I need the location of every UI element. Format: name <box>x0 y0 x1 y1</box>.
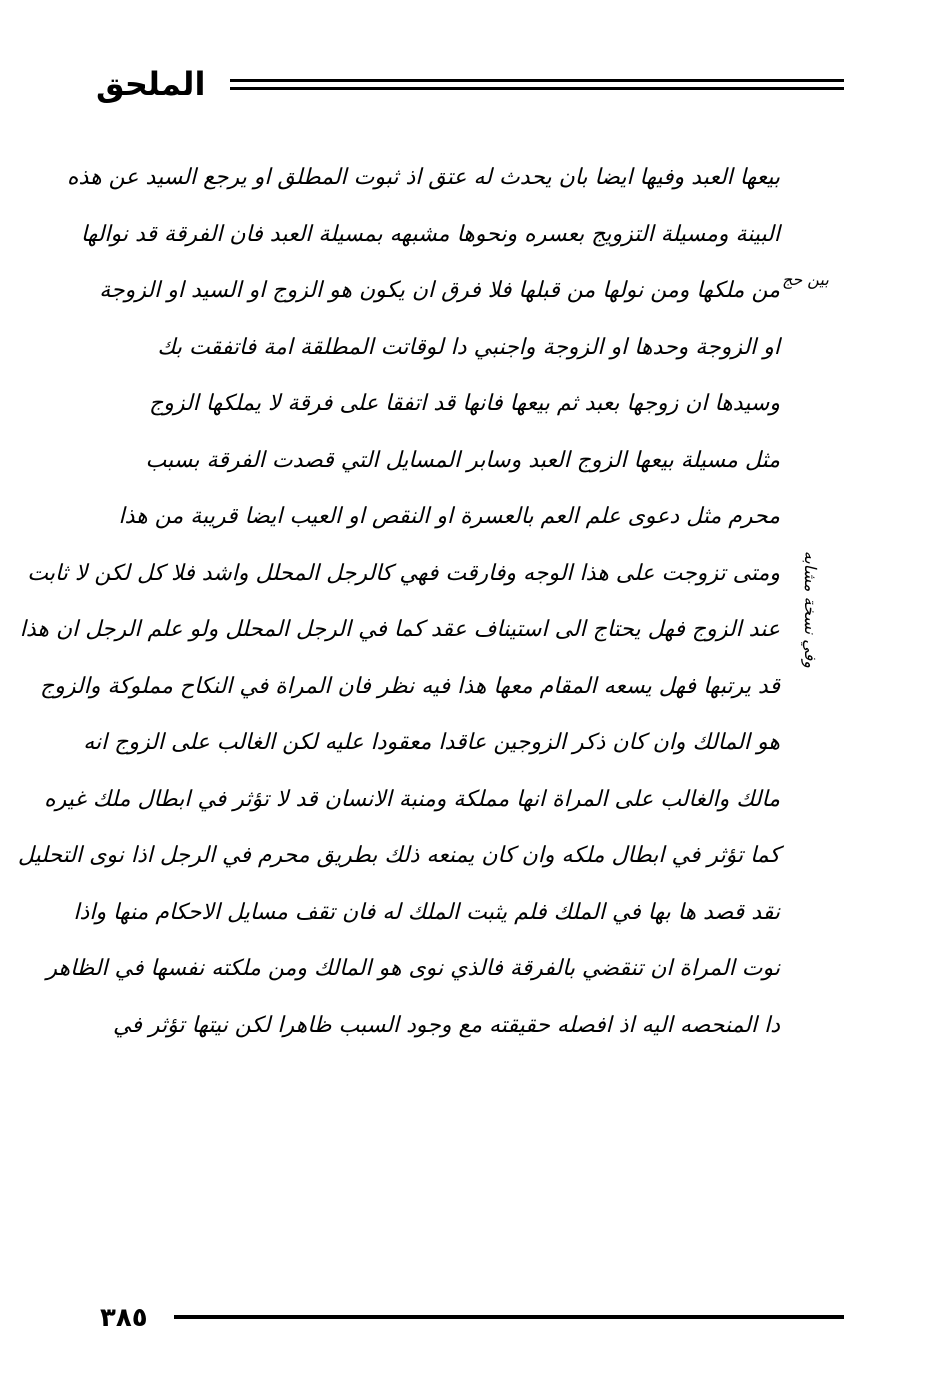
header-double-rule <box>230 79 844 90</box>
manuscript-body <box>17 150 780 1054</box>
manuscript-line: البينة ومسيلة التزويج بعسره ونحوها مشبهه بمسيلة العبد فان الفرقة قد نوالها <box>80 221 780 247</box>
manuscript-line: كما تؤثر في ابطال ملكه وان كان يمنعه ذلك بطريق محرم في الرجل اذا نوى التحليل <box>17 843 780 868</box>
margin-note: بين حج <box>782 270 829 289</box>
manuscript-line: من ملكها ومن نولها من قبلها فلا فرق ان يكون هو الزوج او السيد او الزوجة <box>99 278 780 303</box>
manuscript-line: دا المنحصه اليه اذ افصله حقيقته مع وجود السبب ظاهرا لكن نيتها تؤثر في <box>112 1012 780 1038</box>
manuscript-line: مثل مسيلة بيعها الزوج العبد وسابر المسايل التي قصدت الفرقة بسبب <box>145 447 780 473</box>
page-header <box>96 62 844 106</box>
manuscript-line: وسيدها ان زوجها بعبد ثم بيعها فانها قد اتفقا على فرقة لا يملكها الزوج <box>149 391 780 416</box>
manuscript-line: بيعها العبد وفيها ايضا بان يحدث له عتق اذ ثبوت المطلق او يرجع السيد عن هذه <box>67 165 780 190</box>
manuscript-line: مالك والغالب على المراة انها مملكة ومنبة الانسان قد لا تؤثر في ابطال ملك غيره <box>44 786 780 812</box>
manuscript-line: عند الزوج فهل يحتاج الى استيناف عقد كما في الرجل المحلل ولو علم الرجل ان هذا <box>19 617 780 642</box>
manuscript-line: او الزوجة وحدها او الزوجة واجنبي دا لوقاتت المطلقة امة فاتفقت بك <box>157 334 780 360</box>
manuscript-line: ومتى تزوجت على هذا الوجه وفارقت فهي كالرجل المحلل واشد فلا كل لكن لا ثابت <box>27 560 780 586</box>
manuscript-line: قد يرتبها فهل يسعه المقام معها هذا فيه نظر فان المراة في النكاح مملوكة والزوج <box>40 673 780 699</box>
header-title: الملحق <box>96 65 206 103</box>
page-footer <box>96 1298 844 1338</box>
manuscript-line: هو المالك وان كان ذكر الزوجين عاقدا معقودا عليه لكن الغالب على الزوج انه <box>83 730 780 755</box>
page-number: ٣٨٥ <box>100 1303 148 1333</box>
manuscript-line: محرم مثل دعوى علم العم بالعسرة او النقص او العيب ايضا قريبة من هذا <box>118 504 780 529</box>
manuscript-line: نوت المراة ان تنقضي بالفرقة فالذي نوى هو المالك ومن ملكته نفسها في الظاهر <box>46 956 780 981</box>
manuscript-line: نقد قصد ها بها في الملك فلم يثبت الملك له فان تقف مسايل الاحكام منها واذا <box>73 899 780 925</box>
margin-note: وفي نسخة مشابه <box>801 550 820 668</box>
footer-rule <box>174 1315 844 1319</box>
